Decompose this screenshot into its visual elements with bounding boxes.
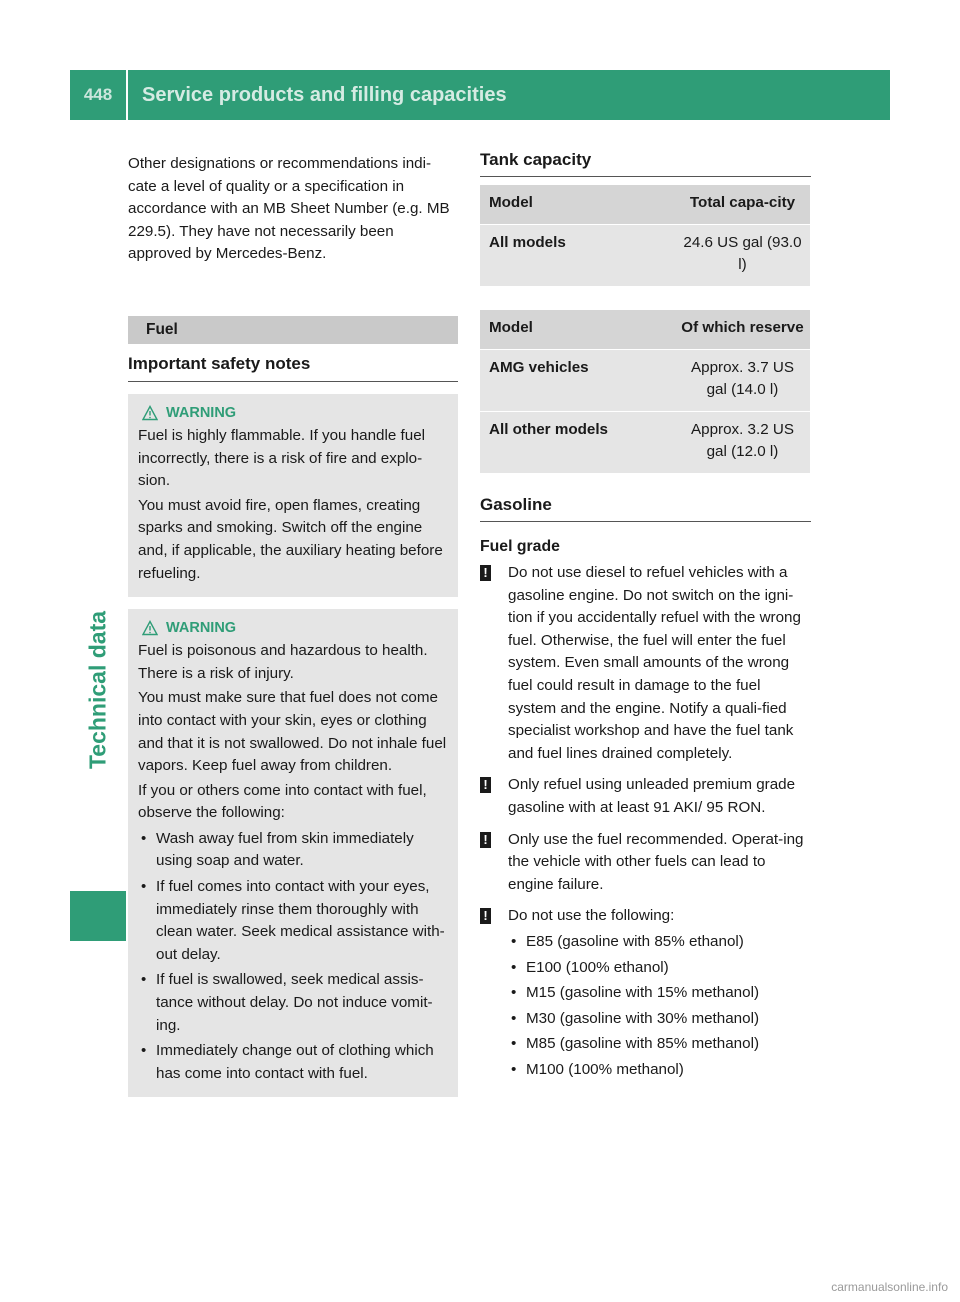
warning-text: Fuel is poisonous and hazardous to health. There is a risk of injury. xyxy=(138,642,428,682)
notice-diesel xyxy=(480,562,811,765)
warning-triangle-icon xyxy=(142,620,158,636)
warning-box-poisonous xyxy=(128,609,458,1097)
side-tab-label: Technical data xyxy=(84,610,111,770)
table-header-cell: Total capa-city xyxy=(675,185,810,224)
exclamation-icon: ! xyxy=(480,565,491,581)
notice-do-not-use xyxy=(480,905,811,1081)
header-divider xyxy=(126,70,128,120)
table-header-cell: Model xyxy=(480,310,675,349)
table-header-cell: Model xyxy=(480,185,675,224)
watermark: carmanualsonline.info xyxy=(831,1280,948,1294)
notice-recommended-fuel xyxy=(480,829,811,897)
right-column xyxy=(480,150,811,1081)
exclamation-icon: ! xyxy=(480,908,491,924)
warning-label: WARNING xyxy=(166,620,237,637)
list-item: • Wash away fuel from skin immediately using soap and water. xyxy=(138,828,450,873)
list-item: • M85 (gasoline with 85% methanol) xyxy=(508,1033,811,1056)
table-cell: Approx. 3.7 US gal (14.0 l) xyxy=(675,350,810,411)
page-title: Service products and filling capacities xyxy=(142,84,507,106)
warning-header xyxy=(138,402,450,424)
tank-capacity-heading: Tank capacity xyxy=(480,150,811,177)
warning-header xyxy=(138,617,450,639)
reserve-capacity-table xyxy=(480,310,810,473)
table-cell: Approx. 3.2 US gal (12.0 l) xyxy=(675,412,810,473)
left-column xyxy=(128,150,458,1097)
table-row xyxy=(480,350,810,412)
side-tab-marker xyxy=(70,891,126,941)
notice-unleaded xyxy=(480,774,811,819)
list-item: • If fuel comes into contact with your eyes, immediately rinse them thoroughly with clean water. Seek medical assistance with-out delay. xyxy=(138,876,450,966)
warning-text: Fuel is highly flammable. If you handle fuel incorrectly, there is a risk of fire and explo-sion. xyxy=(138,426,426,490)
table-cell: 24.6 US gal (93.0 l) xyxy=(675,225,810,286)
table-row xyxy=(480,412,810,473)
list-item: • M30 (gasoline with 30% methanol) xyxy=(508,1008,811,1031)
table-header-row xyxy=(480,185,810,225)
table-header-row xyxy=(480,310,810,350)
side-tab xyxy=(70,150,126,890)
list-item: • Immediately change out of clothing which has come into contact with fuel. xyxy=(138,1040,450,1085)
warning-triangle-icon xyxy=(142,405,158,421)
page-number: 448 xyxy=(83,85,113,104)
list-item: • M100 (100% methanol) xyxy=(508,1059,811,1082)
exclamation-icon: ! xyxy=(480,832,491,848)
safety-notes-heading: Important safety notes xyxy=(128,354,458,382)
table-row xyxy=(480,225,810,286)
page-header xyxy=(70,70,890,120)
exclamation-icon: ! xyxy=(480,777,491,793)
intro-paragraph: Other designations or recommendations indi-cate a level of quality or a specification in accordance with an MB Sheet Number (e.g. MB 229.5). They have not necessarily been approved by Mercedes-Benz. xyxy=(128,155,450,263)
fuel-section-bar: Fuel xyxy=(128,316,458,344)
notice-text: Do not use the following: xyxy=(508,907,675,925)
warning-text: If you or others come into contact with fuel, observe the following: xyxy=(138,781,427,822)
table-cell: All models xyxy=(480,225,675,286)
warning-label: WARNING xyxy=(166,404,237,421)
list-item: • E100 (100% ethanol) xyxy=(508,957,811,980)
warning-box-flammable xyxy=(128,394,458,597)
warning-text: You must avoid fire, open flames, creating sparks and smoking. Switch off the engine and, if applicable, the auxiliary heating before refueling. xyxy=(138,496,443,582)
first-aid-list xyxy=(138,828,450,1086)
table-cell: All other models xyxy=(480,412,675,473)
notice-text: Do not use diesel to refuel vehicles with a gasoline engine. Do not switch on the igni-tion if you accidentally refuel with the wrong fuel. Otherwise, the fuel will enter the fuel system. Even small amounts of the wrong fuel could result in damage to the fuel system and the engine. Notify a quali-fied specialist workshop and have the fuel tank and fuel lines drained completely. xyxy=(508,564,801,762)
list-item: • If fuel is swallowed, seek medical assis-tance without delay. Do not induce vomit-ing. xyxy=(138,969,450,1037)
table-cell: AMG vehicles xyxy=(480,350,675,411)
fuel-grade-heading: Fuel grade xyxy=(480,538,560,555)
do-not-use-list xyxy=(496,931,811,1082)
list-item: • E85 (gasoline with 85% ethanol) xyxy=(508,931,811,954)
gasoline-heading: Gasoline xyxy=(480,495,811,522)
list-item: • M15 (gasoline with 15% methanol) xyxy=(508,982,811,1005)
total-capacity-table xyxy=(480,185,810,286)
notice-text: Only use the fuel recommended. Operat-ing the vehicle with other fuels can lead to engine failure. xyxy=(508,830,804,893)
warning-text: You must make sure that fuel does not come into contact with your skin, eyes or clothing and that it is not swallowed. Do not inhale fuel vapors. Keep fuel away from children. xyxy=(138,689,447,775)
table-header-cell: Of which reserve xyxy=(675,310,810,349)
notice-text: Only refuel using unleaded premium grade gasoline with at least 91 AKI/ 95 RON. xyxy=(508,776,796,816)
